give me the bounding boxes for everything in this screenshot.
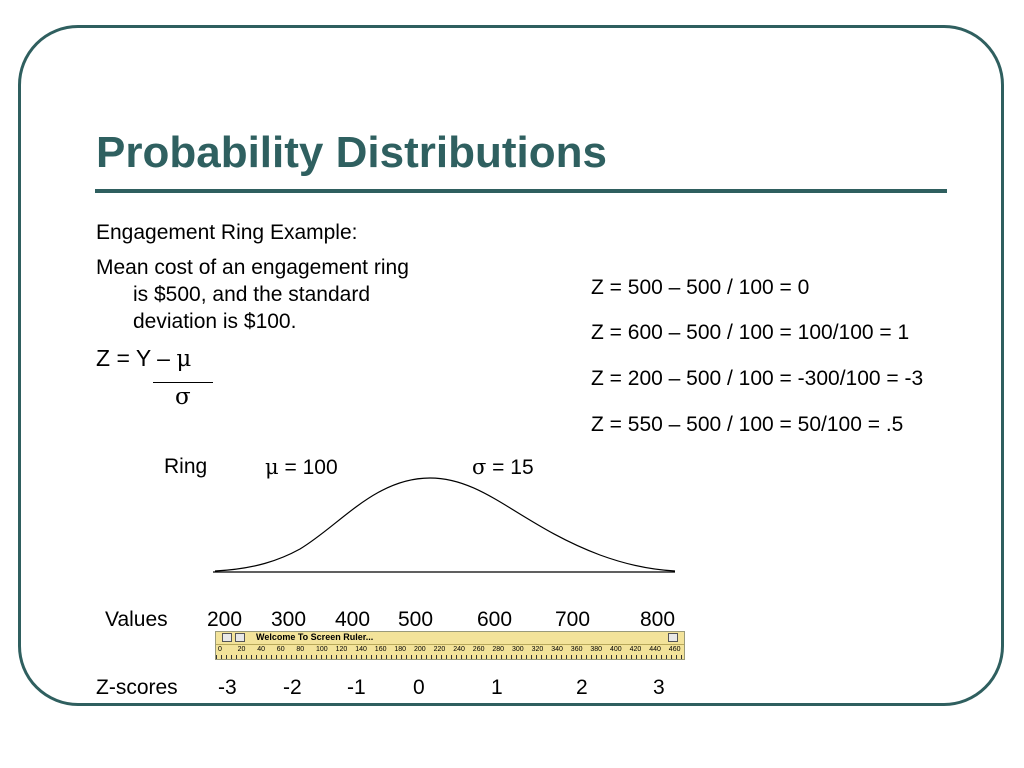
zscore-0: 0 [413, 676, 425, 699]
sigma-symbol-curve: σ [472, 455, 487, 479]
slide-title: Probability Distributions [96, 128, 607, 177]
ruler-scale-label: 0 [218, 646, 222, 653]
value-300: 300 [271, 608, 307, 631]
ring-label: Ring [164, 455, 208, 478]
value-200: 200 [207, 608, 243, 631]
ruler-scale-label: 120 [335, 646, 348, 653]
ruler-scale-label: 380 [590, 646, 603, 653]
ruler-scale-label: 200 [414, 646, 426, 653]
sigma-value: = 15 [486, 456, 534, 479]
value-600: 600 [477, 608, 513, 631]
calc-line-1: Z = 500 – 500 / 100 = 0 [591, 276, 810, 299]
value-800: 800 [640, 608, 676, 631]
ruler-menu-icon[interactable] [222, 633, 232, 642]
calc-line-4: Z = 550 – 500 / 100 = 50/100 = .5 [591, 413, 904, 436]
ruler-scale-label: 300 [512, 646, 524, 653]
value-500: 500 [398, 608, 434, 631]
ruler-scale-label: 420 [629, 646, 642, 653]
ruler-scale-label: 180 [394, 646, 407, 653]
ruler-scale-label: 260 [472, 646, 485, 653]
calc-line-3: Z = 200 – 500 / 100 = -300/100 = -3 [591, 367, 924, 390]
ruler-scale-label: 360 [570, 646, 583, 653]
ruler-scale-label: 60 [276, 646, 285, 653]
ruler-scale-label: 280 [492, 646, 505, 653]
zscore-2: 2 [576, 676, 588, 699]
values-label: Values [105, 608, 168, 631]
value-400: 400 [335, 608, 371, 631]
ruler-scale-label: 460 [668, 646, 681, 653]
ruler-scale-label: 20 [237, 646, 246, 653]
zscores-label: Z-scores [96, 676, 178, 699]
calc-line-2: Z = 600 – 500 / 100 = 100/100 = 1 [591, 321, 910, 344]
ruler-scale [216, 645, 684, 659]
ruler-ticks [216, 655, 684, 659]
mu-value: = 100 [278, 456, 338, 479]
ruler-scale-label: 320 [531, 646, 544, 653]
ruler-scale-label: 240 [453, 646, 465, 653]
ruler-options-icon[interactable] [668, 633, 678, 642]
zscore-neg3: -3 [218, 676, 237, 699]
ruler-scale-label: 340 [551, 646, 563, 653]
ruler-scale-label: 80 [296, 646, 305, 653]
ruler-scale-label: 160 [374, 646, 387, 653]
ruler-scale-label: 220 [433, 646, 446, 653]
ruler-scale-label: 100 [316, 646, 328, 653]
mu-symbol-curve: μ [265, 455, 279, 479]
screen-ruler[interactable] [215, 631, 685, 660]
intro-line-2: is $500, and the standard [133, 283, 371, 306]
sigma-denominator: σ [175, 384, 191, 410]
example-heading: Engagement Ring Example: [96, 221, 358, 244]
ruler-scale-label: 400 [610, 646, 622, 653]
ruler-minimize-icon[interactable] [235, 633, 245, 642]
zscore-3: 3 [653, 676, 665, 699]
intro-line-1: Mean cost of an engagement ring [96, 256, 409, 279]
zscore-neg1: -1 [347, 676, 366, 699]
ruler-title: Welcome To Screen Ruler... [256, 632, 374, 642]
mu-symbol: μ [176, 346, 192, 372]
ruler-scale-label: 40 [257, 646, 265, 653]
zscore-neg2: -2 [283, 676, 302, 699]
formula-lhs: Z = Y – [96, 345, 177, 371]
ruler-titlebar[interactable] [216, 632, 684, 645]
intro-line-3: deviation is $100. [133, 310, 297, 333]
normal-curve-line [215, 478, 675, 571]
ruler-scale-label: 440 [649, 646, 661, 653]
ruler-scale-label: 140 [355, 646, 367, 653]
value-700: 700 [555, 608, 591, 631]
zscore-1: 1 [491, 676, 503, 699]
